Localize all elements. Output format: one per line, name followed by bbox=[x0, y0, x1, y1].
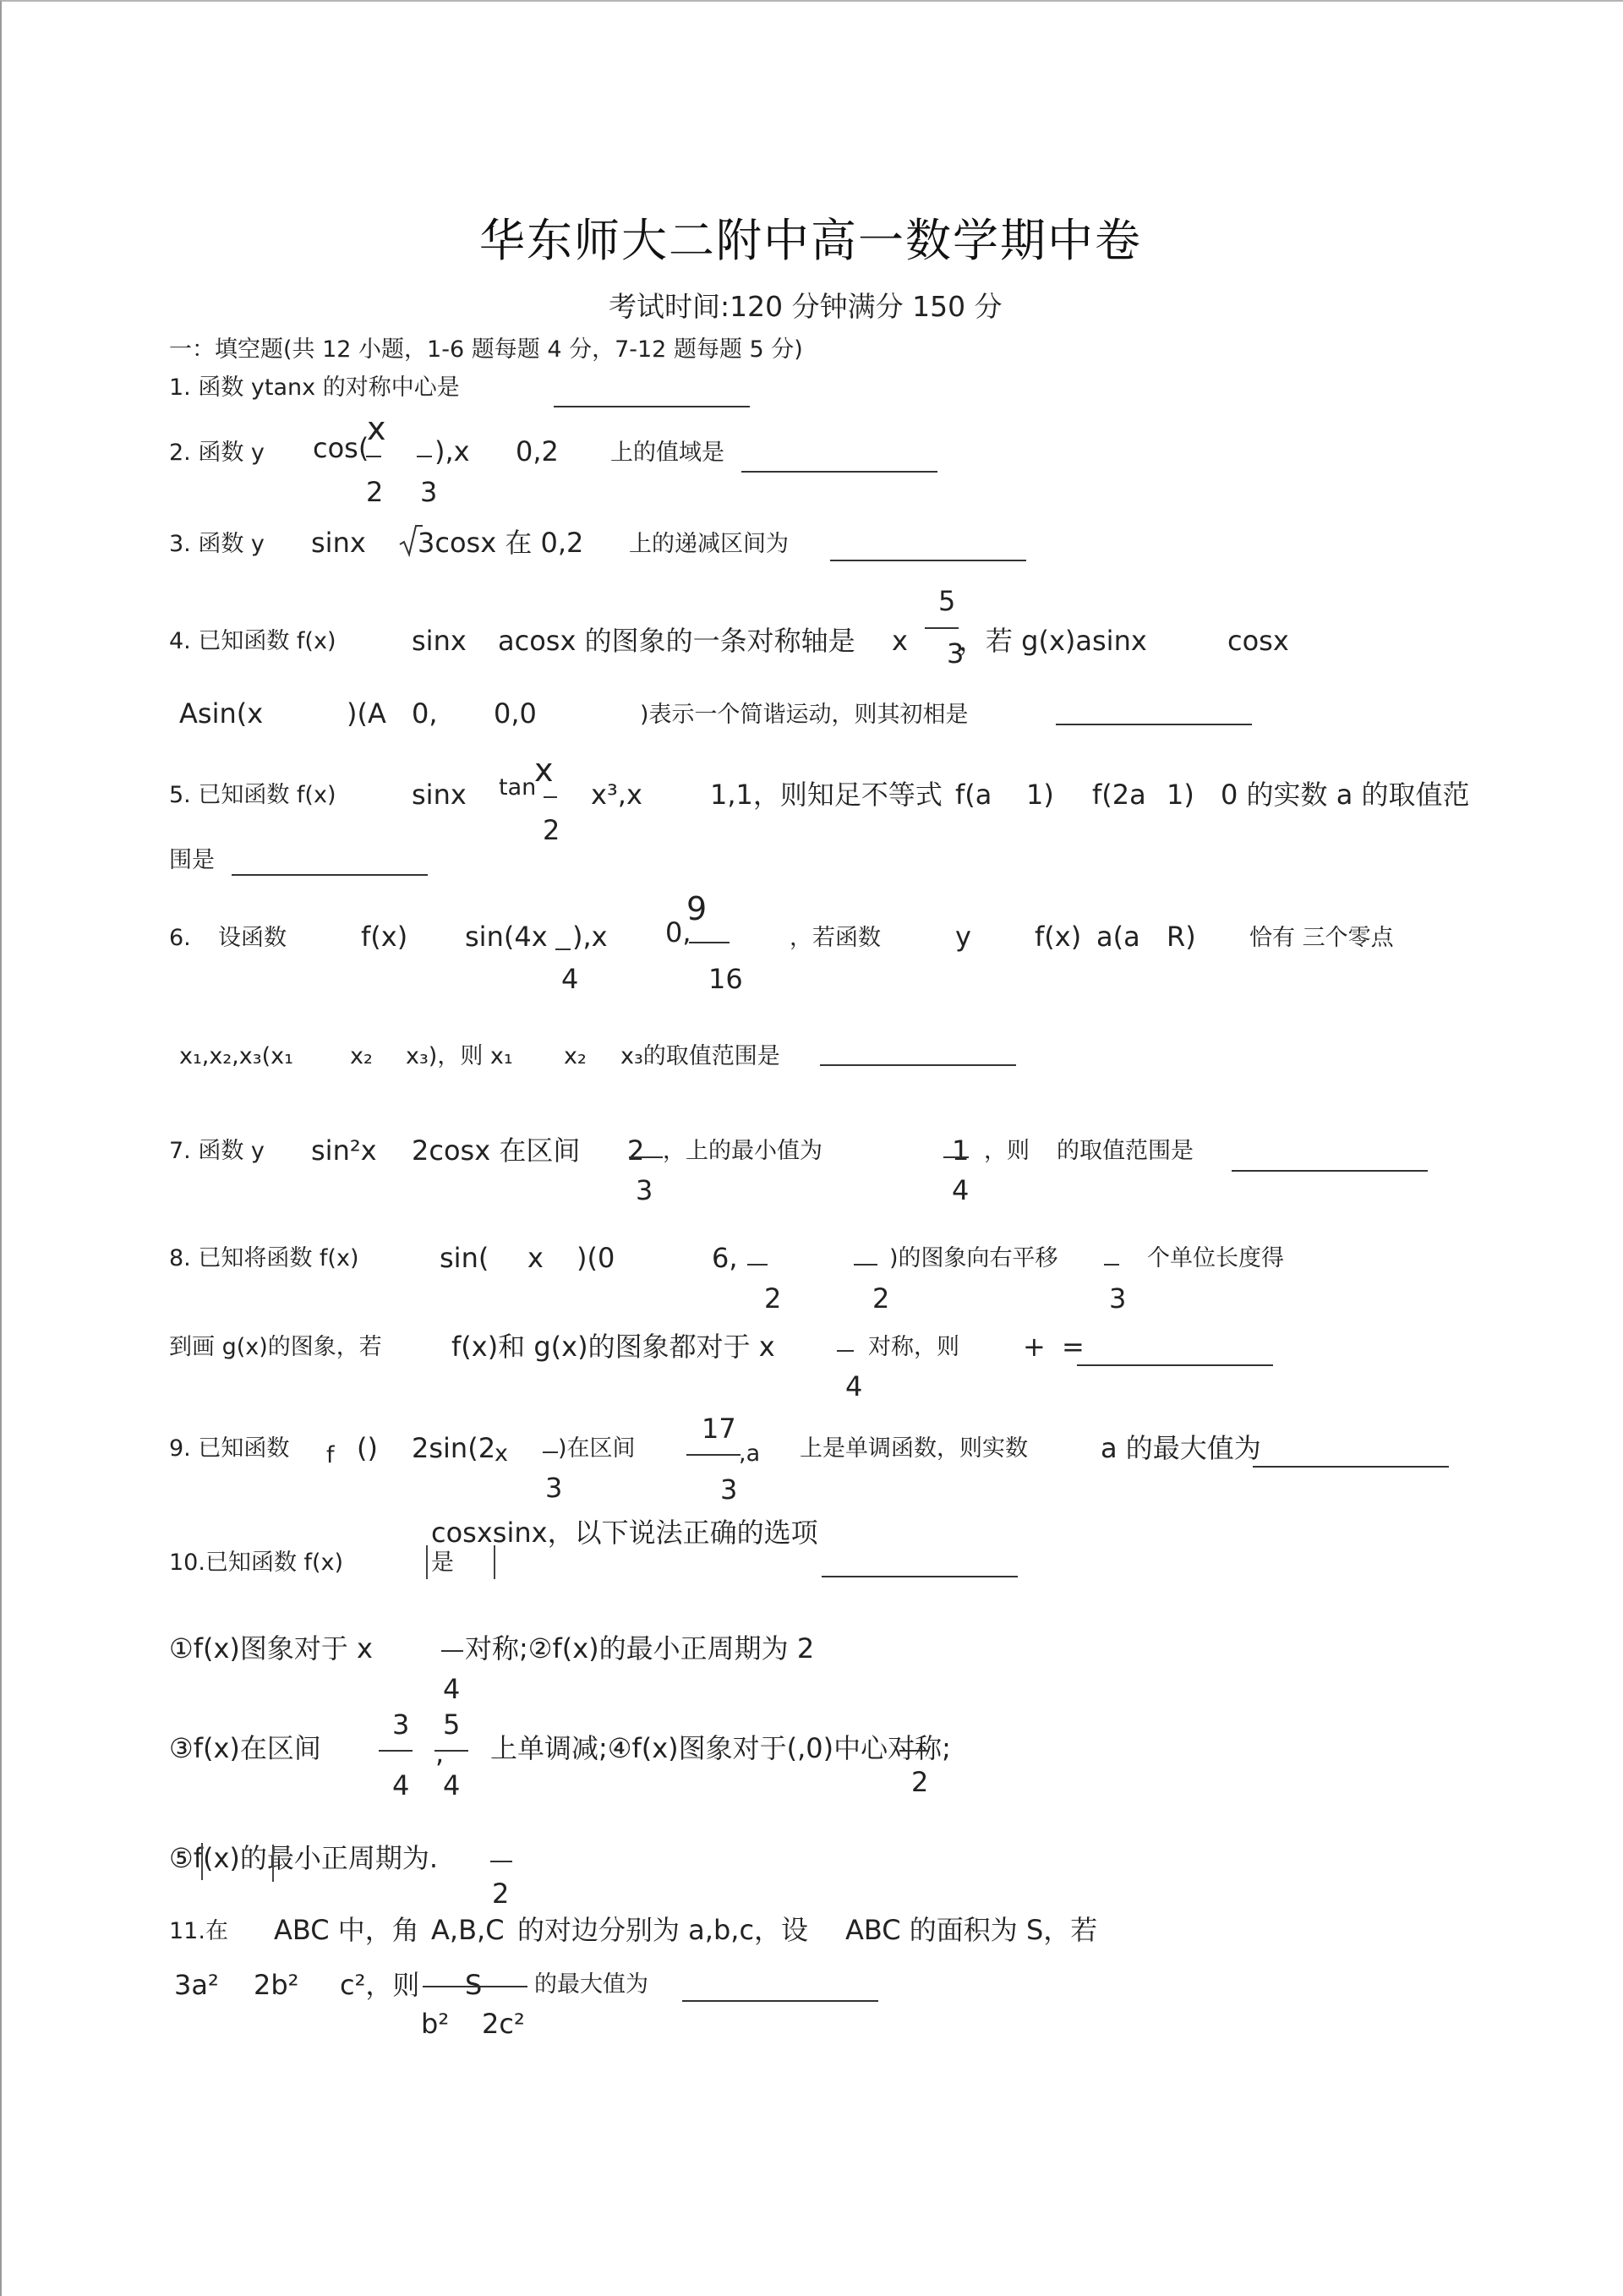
q8-symmetric: f(x)和 g(x)的图象都对于 x bbox=[451, 1331, 775, 1363]
q4-phase-text: )表示一个简谐运动，则其初相是 bbox=[640, 702, 969, 728]
q6-if-fn: ，若函数 bbox=[790, 925, 881, 951]
q4-frac-bar bbox=[925, 627, 959, 629]
q8-frac-bar-1 bbox=[747, 1264, 768, 1266]
q6-y: y bbox=[955, 921, 971, 953]
q7-2cosx: 2cosx 在区间 bbox=[412, 1134, 581, 1167]
q2-answer-blank[interactable] bbox=[741, 471, 937, 473]
q10-s3-den-4b: 4 bbox=[443, 1769, 461, 1801]
q5-tan: tan bbox=[499, 774, 537, 801]
q5-interval: 1,1，则知足不等式 bbox=[710, 779, 943, 811]
q5-x: x bbox=[534, 752, 554, 789]
q6-label: 6. bbox=[169, 925, 191, 951]
q11-sides: 的对边分别为 a,b,c，设 bbox=[517, 1914, 809, 1946]
q9-mono-text: 上是单调函数，则实数 bbox=[800, 1435, 1028, 1462]
q7-range-text: 的取值范围是 bbox=[1057, 1138, 1194, 1164]
q5-frac-bar bbox=[544, 796, 557, 798]
q10-answer-blank[interactable] bbox=[822, 1576, 1018, 1577]
q6-answer-blank[interactable] bbox=[820, 1064, 1016, 1066]
section-heading: 一：填空题(共 12 小题，1-6 题每题 4 分，7-12 题每题 5 分) bbox=[169, 336, 803, 363]
q3-cosx: 3cosx 在 0,2 bbox=[418, 527, 584, 559]
q6-den-16: 16 bbox=[708, 963, 743, 995]
q10-statement-2: 对称;②f(x)的最小正周期为 2 bbox=[465, 1632, 815, 1665]
q5-f2a: f(2a bbox=[1092, 779, 1146, 811]
q11-den-2c2: 2c² bbox=[482, 2008, 525, 2040]
q11-answer-blank[interactable] bbox=[682, 2000, 878, 2002]
q10-frac-bar-5 bbox=[490, 1861, 512, 1862]
q5-range-cont: 围是 bbox=[169, 847, 215, 873]
q6-range-text: x₃的取值范围是 bbox=[620, 1043, 780, 1069]
q8-frac-bar-3 bbox=[1104, 1264, 1119, 1266]
q11-3a2: 3a² bbox=[174, 1969, 219, 2001]
q4-acosx: acosx 的图象的一条对称轴是 bbox=[498, 625, 855, 657]
q4-cosx: cosx bbox=[1227, 625, 1289, 657]
q8-den-2a: 2 bbox=[764, 1282, 782, 1315]
q8-plus: + bbox=[1023, 1331, 1046, 1363]
q11-2b2: 2b² bbox=[254, 1969, 299, 2001]
q6-num-9: 9 bbox=[686, 890, 708, 927]
q4-asin: Asin(x bbox=[179, 697, 264, 730]
q7-min-text: ，上的最小值为 bbox=[663, 1138, 822, 1164]
q2-x: x bbox=[367, 410, 386, 447]
q8-frac-bar-4 bbox=[837, 1350, 854, 1352]
q7-frac-bar-2 bbox=[943, 1156, 969, 1158]
q8-sym-then: 对称，则 bbox=[868, 1334, 959, 1360]
abs-bar-right bbox=[494, 1545, 495, 1579]
q7-den-4: 4 bbox=[952, 1174, 970, 1206]
q11-angles: A,B,C bbox=[431, 1914, 505, 1946]
q8-den-2b: 2 bbox=[872, 1282, 890, 1315]
q7-frac-bar-1 bbox=[629, 1156, 663, 1158]
q5-x-cubed: x³,x bbox=[591, 779, 642, 811]
q9-paren: () bbox=[357, 1432, 378, 1464]
q7-sin2x: sin²x bbox=[311, 1134, 377, 1167]
q8-equals: = bbox=[1062, 1331, 1085, 1363]
q10-fn-text: cosxsinx，以下说法正确的选项 bbox=[431, 1517, 818, 1549]
q2-interval: 0,2 bbox=[516, 435, 559, 467]
q8-g-image: 到画 g(x)的图象，若 bbox=[169, 1334, 382, 1360]
q8-zero: )(0 bbox=[577, 1242, 615, 1274]
q9-answer-blank[interactable] bbox=[1253, 1466, 1449, 1468]
q3-answer-blank[interactable] bbox=[830, 560, 1026, 561]
q10-label: 10.已知函数 f(x) bbox=[169, 1550, 344, 1576]
q9-den-3b: 3 bbox=[720, 1473, 738, 1506]
q2-x-domain: ),x bbox=[434, 435, 470, 467]
q9-x: x bbox=[495, 1440, 508, 1467]
q5-1b: 1) bbox=[1167, 779, 1194, 811]
q5-fa: f(a bbox=[955, 779, 992, 811]
q9-frac-bar-1 bbox=[543, 1451, 558, 1453]
q2-frac-bar-1 bbox=[366, 456, 381, 457]
q6-x: ),x bbox=[572, 921, 608, 953]
q6-frac-bar-2 bbox=[689, 942, 730, 943]
q8-shift-text: )的图象向右平移 bbox=[889, 1245, 1058, 1271]
q4-num-5: 5 bbox=[938, 585, 956, 617]
q10-statement-3: ③f(x)在区间 bbox=[169, 1732, 321, 1764]
q9-label: 9. 已知函数 bbox=[169, 1435, 290, 1462]
q9-frac-bar-2 bbox=[686, 1454, 740, 1456]
q11-c2: c²，则 bbox=[340, 1969, 420, 2001]
q11-max-text: 的最大值为 bbox=[534, 1971, 648, 1998]
q8-sin: sin( bbox=[440, 1242, 489, 1274]
q10-s3-den-4a: 4 bbox=[392, 1769, 410, 1801]
q9-max-text: a 的最大值为 bbox=[1101, 1432, 1261, 1464]
q6-fx: f(x) bbox=[361, 921, 408, 953]
q10-den-4: 4 bbox=[443, 1673, 461, 1705]
q8-label: 8. 已知将函数 f(x) bbox=[169, 1245, 359, 1271]
q9-2sin: 2sin(2 bbox=[412, 1432, 496, 1464]
q10-frac-bar-3 bbox=[434, 1750, 468, 1752]
q4-label: 4. 已知函数 f(x) bbox=[169, 628, 336, 654]
q3-label: 3. 函数 y bbox=[169, 531, 265, 557]
q6-three-zeros: 恰有 三个零点 bbox=[1249, 925, 1394, 951]
q10-statement-4: 上单调减;④f(x)图象对于(,0)中心对称; bbox=[490, 1732, 951, 1764]
q3-sinx: sinx bbox=[311, 527, 366, 559]
q8-unit-text: 个单位长度得 bbox=[1147, 1245, 1284, 1271]
q5-label: 5. 已知函数 f(x) bbox=[169, 782, 336, 808]
q4-sinx: sinx bbox=[412, 625, 467, 657]
q9-a: ,a bbox=[739, 1440, 761, 1467]
q2-cos: cos( bbox=[313, 432, 369, 464]
q11-frac-bar bbox=[423, 1986, 527, 1987]
q8-answer-blank[interactable] bbox=[1077, 1364, 1273, 1366]
q10-statement-5: ⑤f(x)的最小正周期为. bbox=[169, 1842, 439, 1874]
q1-answer-blank[interactable] bbox=[554, 406, 750, 407]
q6-x2: x₂ bbox=[350, 1043, 373, 1069]
q10-den-2: 2 bbox=[911, 1766, 929, 1798]
q6-set-fn: 设函数 bbox=[218, 925, 287, 951]
q8-6: 6, bbox=[712, 1242, 738, 1274]
q6-x3: x₃)，则 x₁ bbox=[406, 1043, 513, 1069]
q4-A: )(A bbox=[347, 697, 386, 730]
q11-label: 11.在 bbox=[169, 1918, 228, 1944]
q8-x: x bbox=[527, 1242, 544, 1274]
q6-zero: 0, bbox=[665, 916, 691, 948]
q5-sinx: sinx bbox=[412, 779, 467, 811]
q9-den-3a: 3 bbox=[545, 1472, 563, 1504]
q10-frac-bar-2 bbox=[379, 1750, 413, 1752]
q6-R: R) bbox=[1167, 921, 1196, 953]
q5-den-2: 2 bbox=[543, 814, 560, 846]
q10-s5-bar-b bbox=[272, 1845, 274, 1882]
q4-g-function: ，若 g(x)asinx bbox=[959, 625, 1147, 657]
q7-label: 7. 函数 y bbox=[169, 1138, 265, 1164]
q10-s5-den-2: 2 bbox=[492, 1878, 510, 1910]
q4-den-3: 3 bbox=[947, 637, 965, 670]
q5-range-text: 0 的实数 a 的取值范 bbox=[1221, 779, 1470, 811]
page-title: 华东师大二附中高一数学期中卷 bbox=[479, 214, 1142, 267]
q6-a: a(a bbox=[1096, 921, 1140, 953]
q6-fx2: f(x) bbox=[1035, 921, 1082, 953]
q10-frac-bar-4 bbox=[899, 1750, 928, 1752]
q10-s3-num-5: 5 bbox=[443, 1708, 461, 1741]
q4-zero: 0, bbox=[412, 697, 438, 730]
q8-frac-bar-2 bbox=[854, 1264, 877, 1266]
q7-num-2: 2 bbox=[627, 1134, 645, 1167]
q2-range-text: 上的值域是 bbox=[610, 440, 724, 466]
q6-sin4x: sin(4x bbox=[465, 921, 548, 953]
q2-frac-bar-2 bbox=[417, 456, 432, 457]
q6-frac-bar-1 bbox=[555, 948, 571, 950]
q10-s5-bar-a bbox=[201, 1843, 203, 1880]
q6-x2b: x₂ bbox=[564, 1043, 587, 1069]
q7-num-1: 1 bbox=[952, 1134, 970, 1167]
q2-den-2: 2 bbox=[366, 476, 384, 508]
q8-den-4: 4 bbox=[845, 1370, 863, 1402]
q6-den-4: 4 bbox=[561, 963, 579, 995]
q9-interval-text: )在区间 bbox=[558, 1435, 636, 1462]
q4-x: x bbox=[892, 625, 908, 657]
exam-info: 考试时间:120 分钟满分 150 分 bbox=[609, 290, 1003, 323]
q9-f: f bbox=[326, 1442, 335, 1468]
q4-answer-blank[interactable] bbox=[1056, 724, 1252, 725]
q11-den-b2: b² bbox=[421, 2008, 450, 2040]
q5-answer-blank[interactable] bbox=[232, 874, 428, 876]
q3-decreasing-text: 上的递减区间为 bbox=[629, 531, 789, 557]
q9-num-17: 17 bbox=[702, 1413, 736, 1445]
q7-then: ，则 bbox=[984, 1138, 1030, 1164]
q10-frac-bar-1 bbox=[441, 1650, 463, 1652]
q7-den-3: 3 bbox=[636, 1174, 653, 1206]
q11-triangle-2: ABC 的面积为 S，若 bbox=[845, 1914, 1098, 1946]
q10-statement-1: ①f(x)图象对于 x bbox=[169, 1632, 373, 1665]
abs-bar-left bbox=[426, 1545, 428, 1579]
q6-x123: x₁,x₂,x₃(x₁ bbox=[179, 1043, 293, 1069]
q2-den-3: 3 bbox=[420, 476, 438, 508]
q11-num-S: S bbox=[465, 1969, 483, 2001]
q10-s3-num-3: 3 bbox=[392, 1708, 410, 1741]
q10-is: 是 bbox=[431, 1550, 454, 1576]
q8-den-3: 3 bbox=[1109, 1282, 1127, 1315]
q11-triangle-1: ABC 中，角 bbox=[274, 1914, 419, 1946]
q5-1: 1) bbox=[1026, 779, 1054, 811]
q1-text: 1. 函数 ytanx 的对称中心是 bbox=[169, 374, 460, 401]
q2-label: 2. 函数 y bbox=[169, 440, 265, 466]
q10-s3-comma: , bbox=[435, 1737, 445, 1769]
q4-interval: 0,0 bbox=[494, 697, 537, 730]
q7-answer-blank[interactable] bbox=[1232, 1170, 1428, 1172]
